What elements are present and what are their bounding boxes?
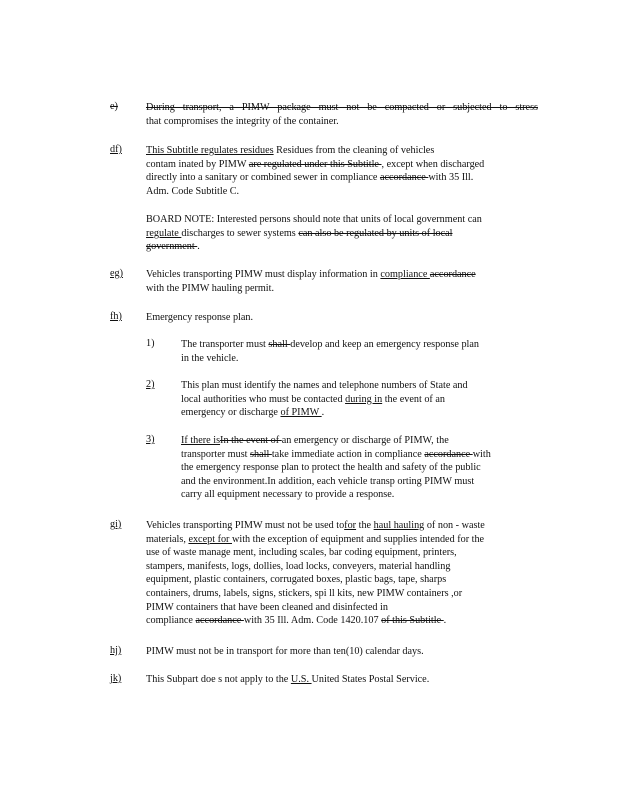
struck-text: shall (250, 448, 272, 460)
subparagraph-label: 1) (146, 338, 155, 349)
paragraph-label: df) (110, 144, 122, 155)
struck-text: accordance (429, 269, 476, 280)
text-line: use of waste manage ment, including scales, bar coding equipment, printers, (146, 547, 457, 559)
inserted-text: U.S. (290, 674, 312, 685)
text: The transporter must (181, 339, 269, 350)
struck-text: government (146, 241, 198, 253)
text-line: carry all equipment necessary to provide a response. (181, 489, 395, 501)
paragraph-body (146, 645, 538, 659)
paragraph-body (181, 434, 529, 502)
struck-text: are regulated under this Subtitle (248, 158, 382, 170)
text: of non - waste (424, 520, 485, 531)
text: with the exception of equipment and supplies intended for the (232, 533, 485, 545)
text-line: and the environment.In addition, each vehicle transp orting PIMW must (181, 475, 475, 487)
text: develop and keep an emergency response plan (290, 339, 479, 350)
paragraph-body (146, 101, 538, 128)
paragraph-label: e) (110, 101, 118, 112)
text: . (197, 241, 200, 253)
text-line: the emergency response plan to protect the health and safety of the public (181, 462, 481, 474)
paragraph-label: gi) (110, 519, 122, 530)
text-line: BOARD NOTE: Interested persons should note that units of local government can (146, 214, 482, 225)
text: materials, (146, 533, 189, 545)
text: with 35 Ill. (428, 172, 474, 184)
subparagraph-label: 2) (146, 379, 155, 390)
text-line: PIMW must not be in transport for more than ten(10) calendar days. (146, 646, 424, 657)
inserted-text: except for (188, 533, 232, 545)
text-line: This plan must identify the names and telephone numbers of State and (181, 380, 468, 391)
paragraph-body (146, 213, 538, 254)
paragraph-body (146, 673, 538, 687)
inserted-text: This Subtitle regulates residues (146, 145, 274, 156)
paragraph-label: fh) (110, 311, 122, 322)
inserted-text: compliance (380, 269, 430, 280)
text: with 35 Ill. Adm. Code 1420.107 (243, 615, 382, 627)
text: the (356, 520, 374, 531)
text: Vehicles transporting PIMW must not be used to (146, 520, 345, 531)
text: transporter must (181, 448, 251, 460)
paragraph-body (146, 144, 538, 198)
text: an emergency or discharge of PIMW, the (281, 435, 449, 446)
text: discharges to sewer systems (181, 227, 299, 239)
paragraph-body (181, 338, 529, 365)
text-line: equipment, plastic containers, corrugated boxes, plastic bags, tape, sharps (146, 574, 447, 586)
paragraph-label: jk) (110, 673, 122, 684)
text-line: Adm. Code Subtitle C. (146, 185, 240, 197)
text: United States Postal Service. (311, 674, 430, 685)
inserted-text: of PIMW (280, 407, 322, 419)
paragraph-body (146, 519, 538, 628)
text: take immediate action in compliance (271, 448, 425, 460)
struck-text: During transport, a PIMW package must not be compacted or subjected to stress (146, 102, 538, 113)
text: Residues from the cleaning of vehicles (273, 145, 435, 156)
text: . (321, 407, 325, 419)
paragraph-label: hj) (110, 645, 122, 656)
text: This Subpart doe s not apply to the (146, 674, 291, 685)
struck-text: accordance (424, 448, 473, 460)
paragraph-body (181, 379, 529, 420)
text-line: with the PIMW hauling permit. (146, 282, 274, 294)
text: local authorities who must be contacted (181, 393, 346, 405)
text-line: stampers, manifests, logs, dollies, load locks, conveyers, material handling (146, 560, 451, 572)
text-line: Emergency response plan. (146, 312, 254, 323)
text: Vehicles transporting PIMW must display information in (146, 269, 381, 280)
text: compliance (146, 615, 196, 627)
text: . (443, 615, 447, 627)
inserted-text: regulate (146, 227, 182, 239)
struck-text: accordance (195, 615, 244, 627)
paragraph-body (146, 268, 538, 295)
text-line: that compromises the integrity of the container. (146, 115, 339, 127)
inserted-text: for (344, 520, 357, 531)
subparagraph-label: 3) (146, 434, 155, 445)
text: , except when discharged (381, 158, 485, 170)
inserted-text: during in (345, 393, 383, 405)
text: emergency or discharge (181, 407, 281, 419)
struck-text: shall (268, 339, 291, 350)
text: directly into a sanitary or combined sewer in compliance (146, 172, 380, 184)
paragraph-body (146, 311, 538, 325)
inserted-text: haul hauling (373, 520, 425, 531)
text-line: containers, drums, labels, signs, stickers, spi ll kits, new PIMW containers ,or (146, 587, 463, 599)
text: contam inated by PIMW (146, 158, 249, 170)
text-line: in the vehicle. (181, 352, 239, 364)
struck-text: In the event of (220, 435, 282, 446)
text-line: PIMW containers that have been cleaned and disinfected in (146, 601, 388, 613)
text: with (472, 448, 491, 460)
paragraph-label: eg) (110, 268, 124, 279)
struck-text: can also be regulated by units of local (298, 227, 453, 239)
struck-text: of this Subtitle (381, 615, 444, 627)
struck-text: accordance (379, 172, 429, 184)
inserted-text: If there is (181, 435, 221, 446)
text: the event of an (382, 393, 445, 405)
